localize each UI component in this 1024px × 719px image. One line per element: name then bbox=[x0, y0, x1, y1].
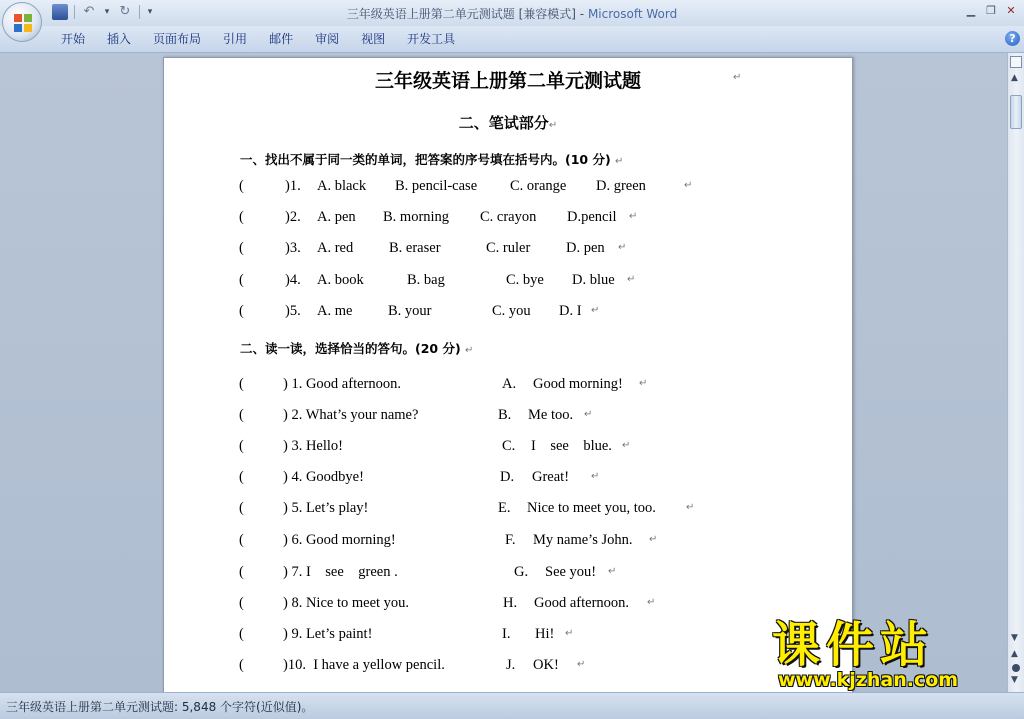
document-title-text: 三年级英语上册第二单元测试题 bbox=[374, 70, 641, 92]
answer-bracket: ( bbox=[239, 595, 244, 611]
answer-text: OK! bbox=[533, 657, 559, 673]
redo-icon[interactable]: ↻ bbox=[119, 4, 131, 19]
paragraph-mark: ↵ bbox=[629, 211, 638, 222]
document-page[interactable] bbox=[163, 57, 853, 692]
tab-review[interactable]: 审阅 bbox=[315, 32, 340, 46]
part1-heading-text: 一、找出不属于同一类的单词，把答案的序号填在括号内。(10 分) bbox=[240, 152, 611, 167]
answer-bracket: ( bbox=[239, 240, 244, 256]
scroll-down-icon[interactable]: ▼ bbox=[1011, 633, 1018, 643]
answer-bracket: ( bbox=[239, 438, 244, 454]
undo-dropdown-icon[interactable]: ▾ bbox=[104, 7, 110, 17]
question-text: ) 2. What’s your name? bbox=[283, 407, 419, 423]
answer-text: My name’s John. bbox=[533, 532, 633, 548]
section-title bbox=[164, 112, 852, 133]
tab-mailings[interactable]: 邮件 bbox=[269, 32, 294, 46]
vertical-scrollbar[interactable] bbox=[1007, 53, 1024, 692]
tab-home[interactable]: 开始 bbox=[61, 32, 86, 46]
help-icon[interactable]: ? bbox=[1005, 31, 1020, 46]
scroll-up-icon[interactable]: ▲ bbox=[1011, 73, 1018, 83]
tab-view[interactable]: 视图 bbox=[361, 32, 386, 46]
customize-toolbar-icon[interactable]: ▾ bbox=[147, 7, 153, 17]
select-browse-object-icon[interactable] bbox=[1012, 664, 1020, 672]
option-c: C. ruler bbox=[486, 240, 531, 256]
paragraph-mark: ↵ bbox=[647, 597, 656, 608]
answer-letter: D. bbox=[500, 469, 515, 485]
option-d: D. green bbox=[596, 178, 646, 194]
title-bar bbox=[0, 0, 1024, 26]
answer-text: Great! bbox=[532, 469, 570, 485]
option-b: B. bag bbox=[407, 272, 445, 288]
answer-letter: I. bbox=[502, 626, 511, 642]
option-d: D. I bbox=[559, 303, 582, 319]
view-ruler-icon[interactable] bbox=[1010, 56, 1022, 68]
part2-heading bbox=[240, 339, 473, 357]
answer-letter: A. bbox=[502, 376, 517, 392]
answer-bracket: ( bbox=[239, 657, 244, 673]
option-c: C. bye bbox=[506, 272, 544, 288]
paragraph-mark: ↵ bbox=[618, 242, 627, 253]
answer-letter: J. bbox=[506, 657, 516, 673]
paragraph-mark: ↵ bbox=[622, 440, 631, 451]
answer-bracket: ( bbox=[239, 469, 244, 485]
option-d: D.pencil bbox=[567, 209, 617, 225]
answer-letter: B. bbox=[498, 407, 512, 423]
close-icon[interactable]: ✕ bbox=[1006, 4, 1016, 17]
question-text: ) 1. Good afternoon. bbox=[283, 376, 401, 392]
tab-references[interactable]: 引用 bbox=[223, 32, 248, 46]
option-a: A. me bbox=[317, 303, 353, 319]
paragraph-mark: ↵ bbox=[684, 180, 693, 191]
option-c: C. you bbox=[492, 303, 531, 319]
paragraph-mark: ↵ bbox=[565, 628, 574, 639]
ribbon-tabs bbox=[50, 26, 466, 52]
tab-insert[interactable]: 插入 bbox=[107, 32, 132, 46]
question-number: )1. bbox=[285, 178, 301, 194]
answer-text: Good morning! bbox=[533, 376, 623, 392]
watermark-url: www.kjzhan.com bbox=[778, 669, 959, 691]
answer-bracket: ( bbox=[239, 209, 244, 225]
restore-icon[interactable]: ❐ bbox=[986, 4, 996, 17]
option-a: A. black bbox=[317, 178, 367, 194]
answer-bracket: ( bbox=[239, 407, 244, 423]
answer-letter: H. bbox=[503, 595, 518, 611]
paragraph-mark: ↵ bbox=[591, 305, 600, 316]
question-text: ) 9. Let’s paint! bbox=[283, 626, 373, 642]
office-button[interactable] bbox=[2, 2, 42, 42]
toolbar-divider bbox=[139, 5, 140, 19]
window-controls bbox=[962, 3, 1020, 19]
toolbar-divider bbox=[74, 5, 75, 19]
watermark-title: 课件站 bbox=[772, 617, 935, 673]
option-a: A. pen bbox=[317, 209, 356, 225]
question-text: ) 6. Good morning! bbox=[283, 532, 396, 548]
paragraph-mark: ↵ bbox=[548, 120, 558, 131]
app-name: Microsoft Word bbox=[587, 7, 678, 21]
answer-bracket: ( bbox=[239, 303, 244, 319]
answer-text: I see blue. bbox=[531, 438, 612, 454]
ribbon-tab-bar bbox=[0, 26, 1024, 53]
paragraph-mark: ↵ bbox=[608, 566, 617, 577]
answer-letter: E. bbox=[498, 500, 511, 516]
part2-heading-text: 二、读一读，选择恰当的答句。(20 分) bbox=[240, 341, 461, 356]
option-b: B. your bbox=[388, 303, 432, 319]
answer-bracket: ( bbox=[239, 500, 244, 516]
option-b: B. morning bbox=[383, 209, 450, 225]
option-b: B. eraser bbox=[389, 240, 441, 256]
answer-bracket: ( bbox=[239, 626, 244, 642]
option-c: C. orange bbox=[510, 178, 567, 194]
answer-bracket: ( bbox=[239, 272, 244, 288]
question-number: )4. bbox=[285, 272, 301, 288]
option-d: D. blue bbox=[572, 272, 615, 288]
minimize-icon[interactable]: ▁ bbox=[966, 4, 976, 17]
question-number: )2. bbox=[285, 209, 301, 225]
option-c: C. crayon bbox=[480, 209, 537, 225]
paragraph-mark: ↵ bbox=[591, 471, 600, 482]
answer-text: Nice to meet you, too. bbox=[527, 500, 656, 516]
document-title bbox=[164, 66, 852, 93]
answer-bracket: ( bbox=[239, 376, 244, 392]
paragraph-mark: ↵ bbox=[465, 345, 474, 356]
next-page-icon[interactable]: ▼ bbox=[1011, 675, 1018, 685]
answer-bracket: ( bbox=[239, 178, 244, 194]
paragraph-mark: ↵ bbox=[733, 72, 742, 83]
option-d: D. pen bbox=[566, 240, 605, 256]
paragraph-mark: ↵ bbox=[639, 378, 648, 389]
undo-icon[interactable]: ↶ bbox=[83, 4, 95, 19]
answer-letter: C. bbox=[502, 438, 516, 454]
option-a: A. book bbox=[317, 272, 364, 288]
question-text: )10. I have a yellow pencil. bbox=[283, 657, 445, 673]
tab-developer[interactable]: 开发工具 bbox=[407, 32, 456, 46]
question-text: ) 5. Let’s play! bbox=[283, 500, 369, 516]
question-number: )5. bbox=[285, 303, 301, 319]
title-separator: - bbox=[575, 7, 588, 21]
answer-letter: G. bbox=[514, 564, 529, 580]
document-name: 三年级英语上册第二单元测试题 [兼容模式] bbox=[346, 7, 576, 21]
answer-bracket: ( bbox=[239, 532, 244, 548]
section-title-text: 二、笔试部分 bbox=[458, 114, 549, 132]
paragraph-mark: ↵ bbox=[627, 274, 636, 285]
paragraph-mark: ↵ bbox=[577, 659, 586, 670]
answer-text: Me too. bbox=[528, 407, 574, 423]
paragraph-mark: ↵ bbox=[649, 534, 658, 545]
question-number: )3. bbox=[285, 240, 301, 256]
quick-access-toolbar bbox=[52, 4, 154, 20]
answer-text: See you! bbox=[545, 564, 597, 580]
document-area[interactable] bbox=[0, 53, 1007, 692]
paragraph-mark: ↵ bbox=[686, 502, 695, 513]
previous-page-icon[interactable]: ▲ bbox=[1011, 649, 1018, 659]
answer-text: Good afternoon. bbox=[534, 595, 630, 611]
answer-text: Hi! bbox=[535, 626, 555, 642]
paragraph-mark: ↵ bbox=[584, 409, 593, 420]
answer-bracket: ( bbox=[239, 564, 244, 580]
answer-letter: F. bbox=[505, 532, 516, 548]
option-b: B. pencil-case bbox=[395, 178, 478, 194]
tab-page-layout[interactable]: 页面布局 bbox=[153, 32, 202, 46]
question-text: ) 7. I see green . bbox=[283, 564, 398, 580]
save-icon[interactable] bbox=[52, 4, 68, 20]
paragraph-mark: ↵ bbox=[615, 156, 624, 167]
question-text: ) 4. Goodbye! bbox=[283, 469, 364, 485]
question-text: ) 8. Nice to meet you. bbox=[283, 595, 410, 611]
status-word-count[interactable]: 三年级英语上册第二单元测试题: 5,848 个字符(近似值)。 bbox=[6, 700, 314, 714]
scroll-thumb[interactable] bbox=[1010, 95, 1022, 129]
site-watermark bbox=[772, 617, 1012, 692]
office-logo-icon bbox=[13, 13, 33, 33]
part1-heading bbox=[240, 150, 623, 168]
status-bar bbox=[0, 692, 1024, 719]
question-text: ) 3. Hello! bbox=[283, 438, 343, 454]
option-a: A. red bbox=[317, 240, 354, 256]
